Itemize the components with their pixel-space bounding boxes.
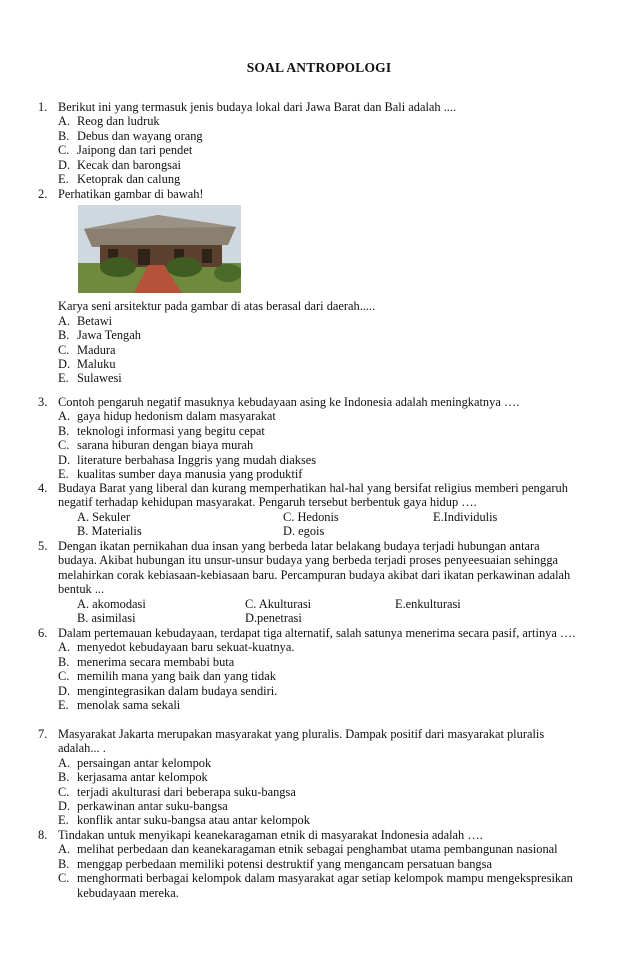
option-text: Madura — [77, 342, 116, 357]
option-letter: E. — [58, 467, 69, 482]
option-item — [58, 871, 578, 900]
image-question: Karya seni arsitektur pada gambar di atas berasal dari daerah..... — [58, 299, 376, 314]
question-text: Masyarakat Jakarta merupakan masyarakat yang pluralis. Dampak positif dari masyarakat pluralis adalah... . — [58, 727, 545, 756]
option-item — [58, 129, 578, 143]
option-text: Debus dan wayang orang — [77, 128, 203, 143]
option-e: E.Individulis — [433, 509, 498, 524]
option-d: D.penetrasi — [245, 611, 302, 626]
option-letter: B. — [58, 423, 70, 438]
option-item — [58, 371, 578, 385]
option-letter: E. — [58, 813, 69, 828]
option-letter: E. — [58, 172, 69, 187]
option-letter: A. — [58, 640, 71, 655]
option-text: Sulawesi — [77, 371, 122, 386]
option-letter: B. — [58, 328, 70, 343]
option-row — [58, 524, 578, 538]
option-a: A. Sekuler — [77, 509, 130, 524]
option-c: C. Akulturasi — [245, 596, 312, 611]
option-text: Ketoprak dan calung — [77, 172, 181, 187]
option-text: Kecak dan barongsai — [77, 157, 181, 172]
option-row — [58, 510, 578, 524]
question-number: 6. — [38, 626, 48, 640]
option-text: terjadi akulturasi dari beberapa suku-bangsa — [77, 784, 296, 799]
option-letter: C. — [58, 784, 70, 799]
option-text: gaya hidup hedonism dalam masyarakat — [77, 409, 276, 424]
question-6 — [38, 626, 578, 713]
option-item — [58, 756, 578, 770]
option-item — [58, 770, 578, 784]
option-letter: C. — [58, 143, 70, 158]
option-list — [58, 756, 578, 828]
page-title: SOAL ANTROPOLOGI — [246, 60, 392, 75]
option-text: menerima secara membabi buta — [77, 654, 235, 669]
option-text: literature berbahasa Inggris yang mudah diakses — [77, 452, 317, 467]
option-letter: D. — [58, 683, 71, 698]
option-letter: A. — [58, 409, 71, 424]
question-1 — [38, 100, 578, 187]
question-4 — [38, 481, 578, 539]
question-text: Budaya Barat yang liberal dan kurang memperhatikan hal-hal yang bersifat religius memberi pengaruh negatif terhadap kehidupan masyarakat. Pengaruh tersebut berbentuk gaya hidup …. — [58, 481, 568, 510]
option-text: kerjasama antar kelompok — [77, 770, 208, 785]
option-list — [58, 842, 578, 900]
question-number: 2. — [38, 187, 48, 201]
traditional-house-image — [78, 205, 241, 293]
question-text: Dengan ikatan pernikahan dua insan yang berbeda latar belakang budaya terjadi hubungan antara budaya. Akibat hubungan itu unsur-unsur budaya yang berbeda terjadi proses penyeesuaian sehingga melahirkan corak kebiasaan-kebiasaan baru. Percampuran budaya akibat dari ikatan perkawinan adalah bentuk ... — [58, 539, 571, 597]
option-item — [58, 328, 578, 342]
option-letter: D. — [58, 157, 71, 172]
option-letter: D. — [58, 799, 71, 814]
option-letter: C. — [58, 438, 70, 453]
option-item — [58, 343, 578, 357]
question-7 — [38, 727, 578, 828]
option-letter: D. — [58, 452, 71, 467]
option-letter: B. — [58, 770, 70, 785]
option-letter: B. — [58, 128, 70, 143]
question-number: 8. — [38, 828, 48, 842]
option-item — [58, 357, 578, 371]
question-number: 5. — [38, 539, 48, 553]
option-list — [58, 409, 578, 481]
option-text: Betawi — [77, 313, 113, 328]
option-letter: A. — [58, 755, 71, 770]
question-2 — [38, 187, 578, 386]
option-e: E.enkulturasi — [395, 596, 461, 611]
option-letter: E. — [58, 698, 69, 713]
question-number: 4. — [38, 481, 48, 495]
option-letter: A. — [58, 313, 71, 328]
option-text: memilih mana yang baik dan yang tidak — [77, 669, 276, 684]
option-item — [58, 114, 578, 128]
option-letter: C. — [58, 669, 70, 684]
option-text: Maluku — [77, 357, 116, 372]
option-b: B. Materialis — [77, 524, 142, 539]
option-text: menyedot kebudayaan baru sekuat-kuatnya. — [77, 640, 295, 655]
option-item — [58, 467, 578, 481]
option-item — [58, 143, 578, 157]
question-text: Dalam pertemauan kebudayaan, terdapat tiga alternatif, salah satunya menerima secara pasif, artinya …. — [58, 626, 576, 640]
question-3 — [38, 395, 578, 482]
option-item — [58, 813, 578, 827]
option-d: D. egois — [283, 524, 325, 539]
option-letter: A. — [58, 842, 71, 857]
option-a: A. akomodasi — [77, 596, 146, 611]
option-item — [58, 438, 578, 452]
option-text: Reog dan ludruk — [77, 114, 160, 129]
option-text: Jaipong dan tari pendet — [77, 143, 193, 158]
option-text: kualitas sumber daya manusia yang produktif — [77, 467, 303, 482]
option-b: B. asimilasi — [77, 611, 136, 626]
option-item — [58, 172, 578, 186]
option-item — [58, 314, 578, 328]
option-text: menghormati berbagai kelompok dalam masyarakat agar setiap kelompok mampu mengekspresikan kebudayaan mereka. — [77, 871, 573, 900]
option-item — [58, 799, 578, 813]
option-item — [58, 409, 578, 423]
option-text: persaingan antar kelompok — [77, 755, 212, 770]
question-text: Perhatikan gambar di bawah! — [58, 187, 204, 201]
option-item — [58, 424, 578, 438]
option-item — [58, 453, 578, 467]
option-letter: C. — [58, 342, 70, 357]
option-text: teknologi informasi yang begitu cepat — [77, 423, 265, 438]
option-letter: E. — [58, 371, 69, 386]
option-text: perkawinan antar suku-bangsa — [77, 799, 228, 814]
option-item — [58, 698, 578, 712]
traditional-house-photo — [78, 205, 241, 293]
option-text: sarana hiburan dengan biaya murah — [77, 438, 254, 453]
option-letter: B. — [58, 856, 70, 871]
question-5 — [38, 539, 578, 626]
option-list — [58, 114, 578, 186]
option-list — [58, 314, 578, 386]
option-item — [58, 669, 578, 683]
option-row — [58, 611, 578, 625]
question-number: 3. — [38, 395, 48, 409]
question-number: 1. — [38, 100, 48, 114]
option-letter: B. — [58, 654, 70, 669]
option-text: menggap perbedaan memiliki potensi destruktif yang mengancam persatuan bangsa — [77, 856, 492, 871]
question-text: Contoh pengaruh negatif masuknya kebudayaan asing ke Indonesia adalah meningkatnya …. — [58, 395, 520, 409]
option-text: melihat perbedaan dan keanekaragaman etnik sebagai penghambat utama pembangunan nasional — [77, 842, 558, 857]
option-item — [58, 684, 578, 698]
option-c: C. Hedonis — [283, 509, 339, 524]
option-letter: C. — [58, 871, 70, 886]
option-item — [58, 640, 578, 654]
option-item — [58, 857, 578, 871]
option-text: Jawa Tengah — [77, 328, 141, 343]
option-text: menolak sama sekali — [77, 698, 181, 713]
option-item — [58, 655, 578, 669]
option-letter: A. — [58, 114, 71, 129]
option-text: mengintegrasikan dalam budaya sendiri. — [77, 683, 278, 698]
question-text: Berikut ini yang termasuk jenis budaya lokal dari Jawa Barat dan Bali adalah .... — [58, 100, 457, 114]
option-item — [58, 842, 578, 856]
question-8 — [38, 828, 578, 900]
question-number: 7. — [38, 727, 48, 741]
option-item — [58, 158, 578, 172]
question-text: Tindakan untuk menyikapi keanekaragaman etnik di masyarakat Indonesia adalah …. — [58, 828, 483, 842]
option-item — [58, 785, 578, 799]
option-row — [58, 597, 578, 611]
option-letter: D. — [58, 357, 71, 372]
option-text: konflik antar suku-bangsa atau antar kelompok — [77, 813, 310, 828]
option-list — [58, 640, 578, 712]
